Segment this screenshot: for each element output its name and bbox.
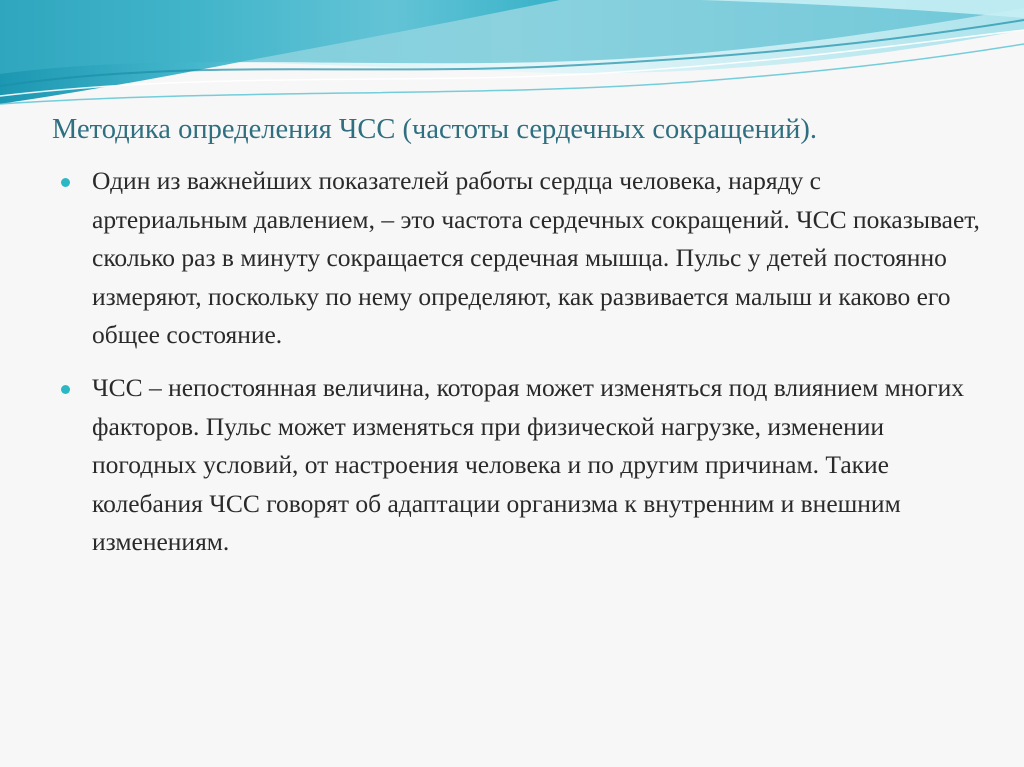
bullet-list [60, 162, 980, 576]
bullet-text: Один из важнейших показателей работы сердца человека, наряду с артериальным давлением, – это частота сердечных сокращений. ЧСС показывает, сколько раз в минуту сокращается сердечная мышца. Пульс у детей постоянно измеряют, поскольку по нему определяют, как развивается малыш и каково его общее состояние. [92, 166, 980, 350]
bullet-item [60, 369, 980, 562]
bullet-text: ЧСС – непостоянная величина, которая может изменяться под влиянием многих факторов. Пульс может изменяться при физической нагрузке, изменении погодных условий, от настроения человека и по другим причинам. Такие колебания ЧСС говорят об адаптации организма к внутренним и внешним изменениям. [92, 372, 965, 557]
bullet-dot-icon [61, 178, 70, 187]
slide-title: Методика определения ЧСС (частоты сердечных сокращений). [52, 114, 818, 145]
bullet-dot-icon [61, 385, 70, 394]
bullet-item [60, 162, 980, 355]
